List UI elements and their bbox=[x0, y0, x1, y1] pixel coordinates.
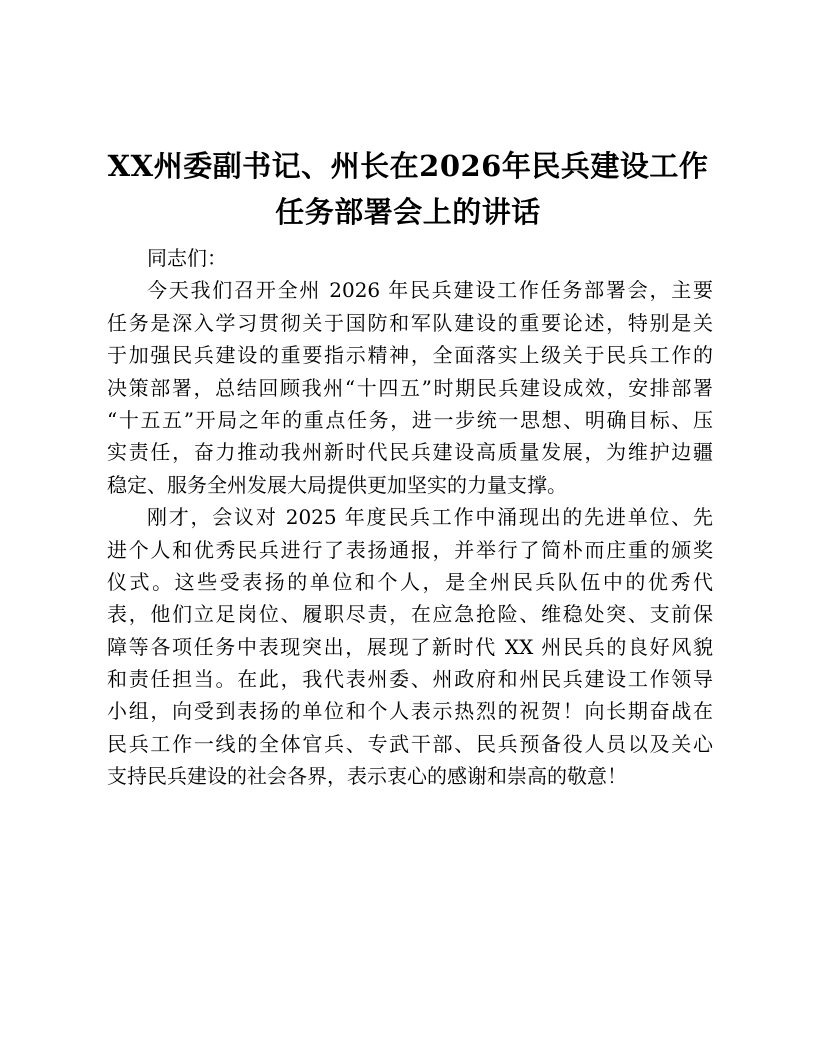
paragraph-2-line: 仪式。这些受表扬的单位和个人，是全州民兵队伍中的优秀代 bbox=[107, 569, 713, 594]
paragraph-2 bbox=[107, 501, 713, 793]
paragraph-2-line: 表，他们立足岗位、履职尽责，在应急抢险、维稳处突、支前保 bbox=[107, 602, 713, 627]
paragraph-1-line: 任务是深入学习贯彻关于国防和军队建设的重要论述，特别是关 bbox=[107, 310, 713, 335]
paragraph-1-line: 于加强民兵建设的重要指示精神，全面落实上级关于民兵工作的 bbox=[107, 343, 713, 368]
paragraph-1-line: 今天我们召开全州 2026 年民兵建设工作任务部署会，主要 bbox=[147, 278, 713, 303]
paragraph-2-line: 刚才，会议对 2025 年度民兵工作中涌现出的先进单位、先 bbox=[147, 505, 713, 530]
title-line-1: XX州委副书记、州长在2026年民兵建设工作 bbox=[107, 149, 709, 183]
paragraph-1-line: “十五五”开局之年的重点任务，进一步统一思想、明确目标、压 bbox=[107, 407, 713, 432]
paragraph-1-line: 实责任，奋力推动我州新时代民兵建设高质量发展，为维护边疆 bbox=[107, 440, 713, 465]
paragraph-2-line: 民兵工作一线的全体官兵、专武干部、民兵预备役人员以及关心 bbox=[107, 731, 713, 756]
document-body bbox=[107, 242, 713, 793]
paragraph-2-line: 小组，向受到表扬的单位和个人表示热烈的祝贺！向长期奋战在 bbox=[107, 699, 713, 724]
document-title bbox=[100, 143, 716, 235]
paragraph-1-line: 决策部署，总结回顾我州“十四五”时期民兵建设成效，安排部署 bbox=[107, 375, 713, 400]
paragraph-1-line: 稳定、服务全州发展大局提供更加坚实的力量支撑。 bbox=[107, 472, 567, 497]
greeting: 同志们： bbox=[147, 246, 227, 270]
title-line-2: 任务部署会上的讲话 bbox=[275, 195, 541, 229]
paragraph-2-line: 和责任担当。在此，我代表州委、州政府和州民兵建设工作领导 bbox=[107, 667, 713, 692]
paragraph-2-line: 支持民兵建设的社会各界，表示衷心的感谢和崇高的敬意！ bbox=[107, 764, 627, 789]
paragraph-2-line: 进个人和优秀民兵进行了表扬通报，并举行了简朴而庄重的颁奖 bbox=[107, 537, 713, 562]
paragraph-1 bbox=[107, 274, 713, 501]
paragraph-2-line: 障等各项任务中表现突出，展现了新时代 XX 州民兵的良好风貌 bbox=[107, 634, 713, 659]
